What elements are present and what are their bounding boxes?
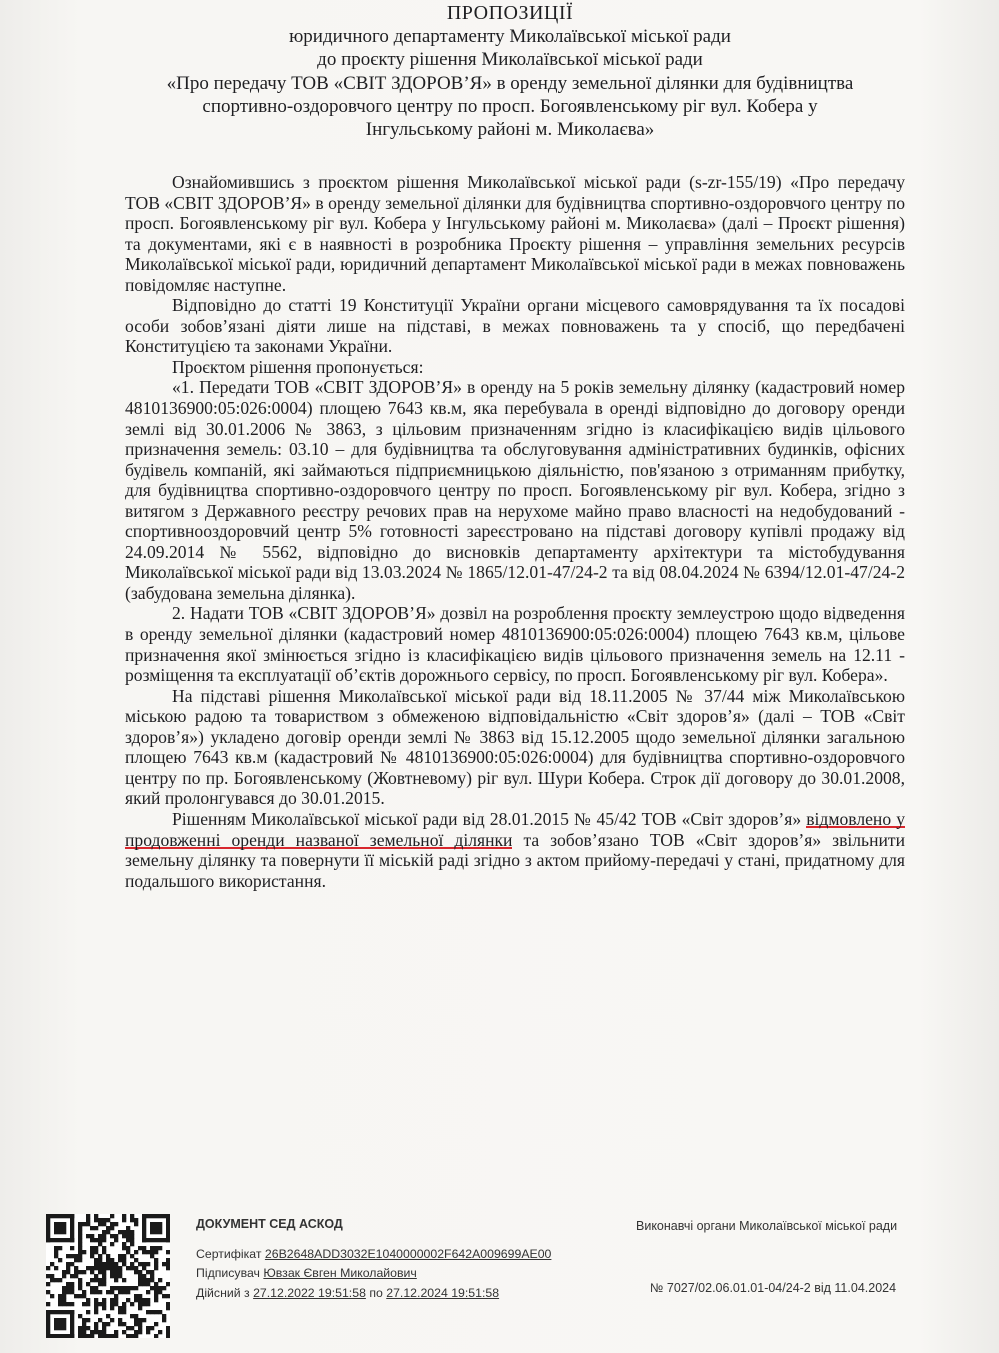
paragraph-7-end: та зобов’язано ТОВ «Світ здоров’я» звільнити земельну ділянку та повернути її міській раді згідно з актом прийому-передачі у стані, придатному для подальшого використання. [125, 829, 905, 891]
header-line-3: «Про передачу ТОВ «СВІТ ЗДОРОВ’Я» в оренду земельної ділянки для будівництва [166, 72, 854, 94]
header-line-5: Інгульському районі м. Миколаєва» [365, 119, 655, 141]
paragraph-6: На підставі рішення Миколаївської міської ради від 18.11.2005 № 37/44 між Миколаївською міською радою та товариством з обмеженою відповідальністю «Світ здоров’я» (далі – ТОВ «Світ здоров’я») укладено договір оренди землі № 3863 від 15.12.2005 щодо земельної ділянки загальною площею 7643 кв.м (кадастровий № 4810136900:05:026:0004) для будівництва спортивно-оздоровчого центру по пр. Богоявленському (Жовтневому) ріг вул. Шури Кобера. Строк дії договору до 30.01.2008, який пролонгувався до 30.01.2015. [125, 685, 905, 809]
valid-label: Дійсний з [196, 1285, 254, 1300]
certificate-label: Сертифікат [196, 1246, 265, 1261]
paragraph-7 [125, 809, 905, 891]
paragraph-3: Проєктом рішення пропонується: [172, 356, 424, 377]
e-signature-block [196, 1215, 616, 1303]
certificate-line [196, 1245, 616, 1265]
valid-from: 27.12.2022 19:51:58 [253, 1285, 366, 1300]
document-body [125, 172, 905, 891]
validity-line [196, 1284, 616, 1304]
signer-value: Ювзак Євген Миколайович [263, 1266, 417, 1280]
qr-code-icon [46, 1214, 170, 1338]
document-header [100, 2, 920, 141]
signer-label: Підписувач [196, 1266, 264, 1280]
valid-to: 27.12.2024 19:51:58 [386, 1285, 500, 1300]
registration-block [636, 1219, 966, 1295]
highlighted-refusal: відмовлено у продовженні оренди названої земельної ділянки [125, 808, 905, 850]
paragraph-1: Ознайомившись з проєктом рішення Миколаївської міської ради (s-zr-155/19) «Про передачу ТОВ «СВІТ ЗДОРОВ’Я» в оренду земельної ділянки для будівництва спортивно-оздоровчого центру по просп. Богоявленському ріг вул. Кобера у Інгульському районі м. Миколаєва» (далі – Проєкт рішення) та документами, які є в наявності в розробника Проєкту рішення – управління земельних ресурсів Миколаївської міської ради, юридичний департамент Миколаївської міської ради в межах повноважень повідомляє наступне. [125, 172, 905, 295]
header-line-1: юридичного департаменту Миколаївської міської ради [289, 26, 731, 48]
document-title: ПРОПОЗИЦІЇ [446, 2, 574, 24]
certificate-value: 26B2648ADD3032E1040000002F642A009699AE00 [264, 1246, 552, 1261]
header-line-2: до проєкту рішення Миколаївської міської ради [317, 49, 703, 71]
signer-line [196, 1264, 616, 1284]
registration-number: № 7027/02.06.01.01-04/24-2 від 11.04.2024 [650, 1281, 897, 1295]
organization-name: Виконавчі органи Миколаївської міської ради [636, 1219, 898, 1233]
signature-doc-title: ДОКУМЕНТ СЕД АСКОД [196, 1217, 343, 1231]
paragraph-5: 2. Надати ТОВ «СВІТ ЗДОРОВ’Я» дозвіл на розроблення проєкту землеустрою щодо відведення в оренду земельної ділянки (кадастровий номер 4810136900:05:026:0004) площею 7643 кв.м, цільове призначення якої змінюється згідно із класифікацією видів цільового призначення земель на 12.11 - розміщення та експлуатації об’єктів дорожнього сервісу, по просп. Богоявленському ріг вул. Кобера». [125, 603, 905, 686]
paragraph-4: «1. Передати ТОВ «СВІТ ЗДОРОВ’Я» в оренду на 5 років земельну ділянку (кадастровий номер 4810136900:05:026:0004) площею 7643 кв.м, яка перебувала в оренді відповідно до договору оренди землі від 30.01.2006 № 3863, з цільовим призначенням згідно із класифікацією видів цільового призначення земель: 03.10 – для будівництва та обслуговування адміністративних будинків, офісних будівель компаній, які займаються підприємницькою діяльністю, пов'язаною з отриманням прибутку, для будівництва спортивно-оздоровчого центру по просп. Богоявленському ріг вул. Кобера, згідно з витягом з Державного реєстру речових прав на нерухоме майно право власності на недобудований - спортивнооздоровчий центр 5% готовності зареєстровано на підставі договору купівлі продажу від 24.09.2014 № 5562, відповідно до висновків департаменту архітектури та містобудування Миколаївської міської ради від 13.03.2024 № 1865/12.01-47/24-2 та від 08.04.2024 № 6394/12.01-47/24-2 (забудована земельна ділянка). [125, 377, 905, 603]
paragraph-7-start: Рішенням Миколаївської міської ради від 28.01.2015 № 45/42 ТОВ «Світ здоров’я» [172, 808, 807, 829]
paragraph-2: Відповідно до статті 19 Конституції України органи місцевого самоврядування та їх посадові особи зобов’язані діяти лише на підставі, в межах повноважень та у спосіб, що передбачені Конституцією та законами України. [125, 295, 905, 357]
header-line-4: спортивно-оздоровчого центру по просп. Богоявленському ріг вул. Кобера у [202, 95, 818, 117]
valid-mid: по [365, 1285, 387, 1300]
